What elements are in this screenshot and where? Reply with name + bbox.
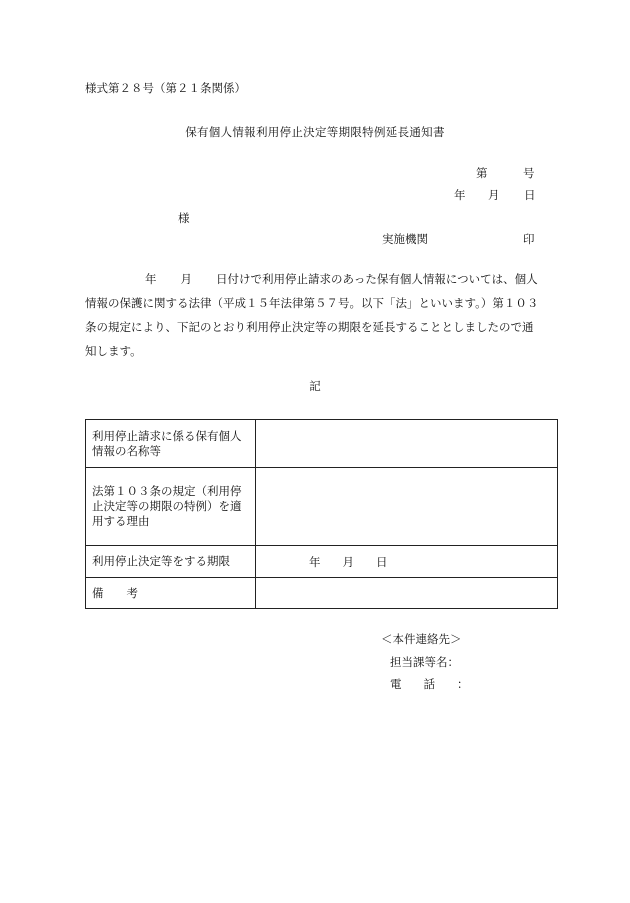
table-row <box>86 468 558 546</box>
contact-heading: ＜本件連絡先＞ <box>381 632 462 646</box>
note-heading: 記 <box>309 379 321 393</box>
contact-section-row <box>390 657 459 669</box>
form-number: 様式第２８号（第２１条関係） <box>85 81 246 95</box>
deadline-year-label: 年 <box>309 554 321 569</box>
personal-info-name-value[interactable] <box>256 420 558 468</box>
special-provision-reason-value[interactable] <box>256 468 558 546</box>
table-row <box>86 578 558 609</box>
body-line-1 <box>85 272 545 296</box>
body-line-3: 条の規定により、下記のとおり利用停止決定等の期限を延長することとしましたので通 <box>85 320 534 334</box>
detail-table <box>85 419 558 609</box>
contact-section-label: 担当課等名 <box>390 655 448 669</box>
issue-date-year-label: 年 <box>454 188 466 202</box>
body-line-1-text: 日付けで利用停止請求のあった保有個人情報については、個人 <box>216 272 538 286</box>
document-title: 保有個人情報利用停止決定等期限特例延長通知書 <box>185 125 445 139</box>
reference-number-suffix: 号 <box>523 166 535 180</box>
remarks-value[interactable] <box>256 578 558 609</box>
contact-phone-row <box>390 679 469 691</box>
decision-deadline-label: 利用停止決定等をする期限 <box>86 546 256 578</box>
reference-number-prefix: 第 <box>476 166 488 180</box>
special-provision-reason-label: 法第１０３条の規定（利用停止決定等の期限の特例）を適用する理由 <box>86 468 256 546</box>
contact-phone-colon: ： <box>457 677 469 691</box>
remarks-label: 備 考 <box>86 578 256 609</box>
body-line-4: 知します。 <box>85 344 142 358</box>
body-year-label: 年 <box>145 272 157 286</box>
addressee-honorific: 様 <box>178 211 190 225</box>
personal-info-name-label: 利用停止請求に係る保有個人情報の名称等 <box>86 420 256 468</box>
contact-phone-label: 電話 <box>390 677 457 691</box>
issue-date-month-label: 月 <box>488 188 500 202</box>
body-line-2: 情報の保護に関する法律（平成１５年法律第５７号。以下「法」といいます。）第１０３ <box>85 296 539 310</box>
deadline-day-label: 日 <box>376 554 388 569</box>
issuing-agency-label: 実施機関 <box>382 232 428 246</box>
table-row <box>86 546 558 578</box>
deadline-month-label: 月 <box>342 554 354 569</box>
contact-section-colon: ： <box>447 655 459 669</box>
decision-deadline-value[interactable] <box>256 546 558 578</box>
table-row <box>86 420 558 468</box>
issue-date-day-label: 日 <box>524 188 536 202</box>
notice-body <box>85 272 545 368</box>
seal-label: 印 <box>523 232 535 246</box>
body-month-label: 月 <box>180 272 192 286</box>
